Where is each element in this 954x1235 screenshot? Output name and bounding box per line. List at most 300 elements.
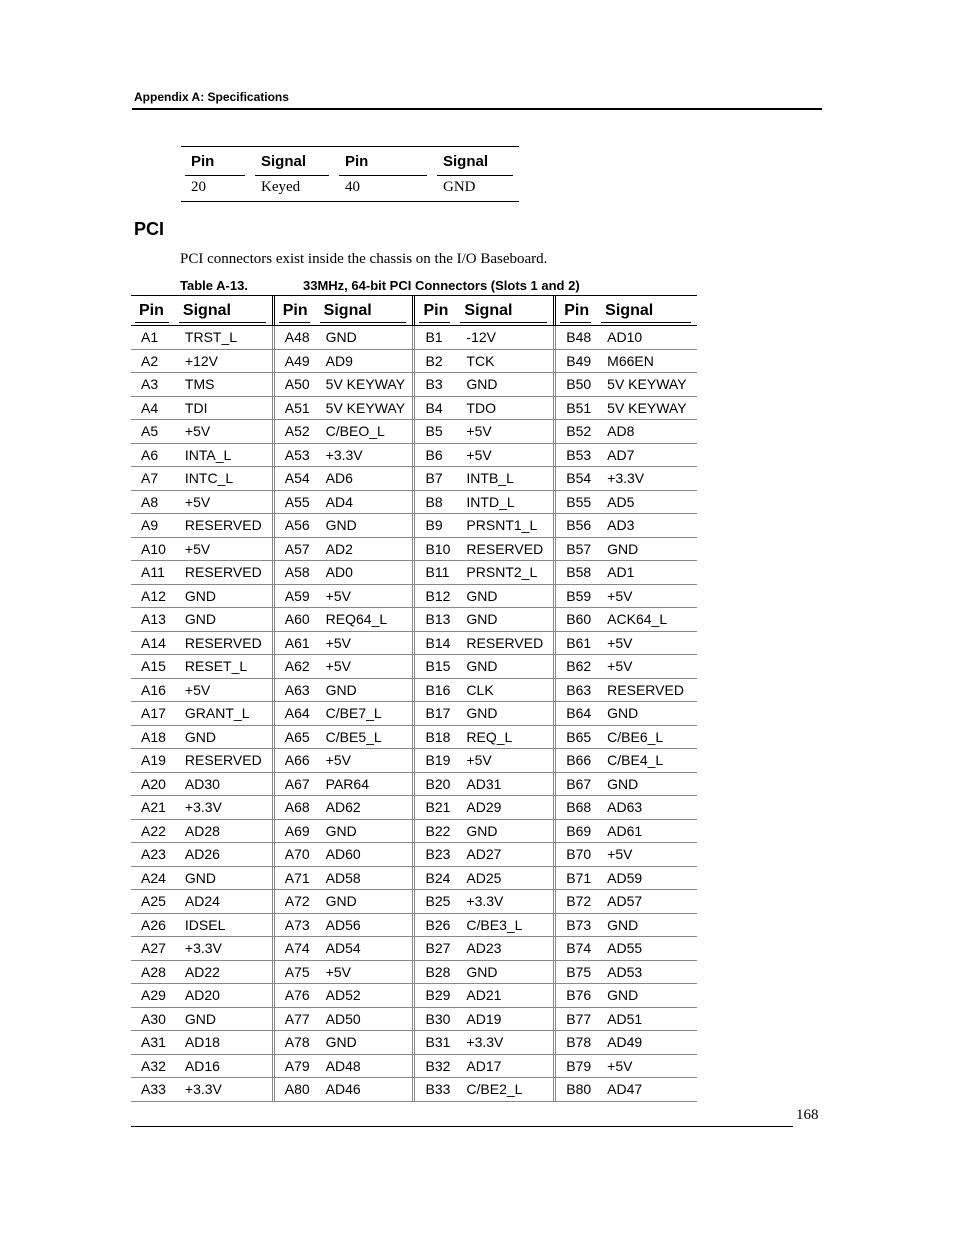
signal-cell: +3.3V: [607, 470, 645, 487]
pin-cell: A53: [272, 444, 316, 467]
running-header: Appendix A: Specifications: [134, 90, 289, 104]
pin-cell: A12: [141, 587, 166, 604]
signal-cell: AD1: [607, 564, 635, 581]
header-label: Signal: [323, 301, 372, 319]
pin-cell: A32: [141, 1057, 166, 1074]
signal-cell: +3.3V: [184, 1081, 222, 1098]
signal-cell: RESERVED: [184, 564, 262, 581]
caption-label: Table A-13.: [180, 278, 248, 293]
small-header-cell: [181, 151, 251, 170]
signal-cell: REQ64_L: [325, 611, 388, 628]
signal-cell: GND: [607, 540, 639, 557]
signal-cell: AD53: [607, 963, 643, 980]
pin-cell: A7: [141, 470, 159, 487]
pin-cell: A66: [272, 749, 316, 772]
pin-cell: A13: [141, 611, 166, 628]
signal-cell: +5V: [325, 752, 351, 769]
signal-cell: AD24: [184, 893, 220, 910]
signal-cell: AD20: [184, 987, 220, 1004]
pin-cell: B79: [553, 1055, 597, 1078]
pin-cell: A4: [141, 399, 159, 416]
signal-cell: +5V: [184, 493, 211, 510]
signal-cell: GND: [466, 611, 498, 628]
pin-cell: A1: [141, 329, 159, 346]
pin-cell: B70: [553, 843, 597, 866]
signal-cell: GND: [184, 587, 217, 604]
table-row: [131, 773, 697, 797]
pin-cell: A9: [141, 517, 159, 534]
pin-cell: B69: [553, 820, 597, 843]
signal-cell: GND: [184, 611, 217, 628]
small-cell: Keyed: [261, 178, 301, 195]
table-row: [131, 491, 697, 515]
signal-cell: C/BE2_L: [466, 1081, 523, 1098]
pin-cell: B30: [412, 1008, 456, 1031]
pin-cell: B15: [412, 655, 456, 678]
signal-cell: AD55: [607, 940, 643, 957]
small-header-cell: [433, 151, 519, 170]
signal-cell: GND: [466, 822, 498, 839]
header-label: Pin: [564, 301, 590, 319]
signal-cell: 5V KEYWAY: [325, 376, 406, 393]
pin-cell: B16: [412, 679, 456, 702]
pci-connector-table: [131, 295, 697, 1102]
pin-cell: A31: [141, 1034, 166, 1051]
signal-cell: AD52: [325, 987, 361, 1004]
pin-cell: A25: [141, 893, 166, 910]
table-row: [131, 514, 697, 538]
header-label: Signal: [182, 301, 231, 319]
pin-cell: B54: [553, 467, 597, 490]
signal-cell: RESERVED: [466, 634, 544, 651]
table-row: [131, 655, 697, 679]
signal-cell: RESERVED: [466, 540, 544, 557]
pin-cell: A63: [272, 679, 316, 702]
signal-cell: 5V KEYWAY: [607, 399, 687, 416]
signal-cell: AD31: [466, 775, 502, 792]
pin-cell: B4: [412, 397, 456, 420]
pin-cell: B10: [412, 538, 456, 561]
signal-cell: AD26: [184, 846, 220, 863]
signal-cell: AD59: [607, 869, 643, 886]
header-cell: [553, 296, 597, 325]
table-row: [131, 373, 697, 397]
pin-cell: B25: [412, 890, 456, 913]
pin-cell: B58: [553, 561, 597, 584]
pin-cell: A24: [141, 869, 166, 886]
signal-cell: PAR64: [325, 775, 369, 792]
signal-cell: AD2: [325, 540, 353, 557]
signal-cell: AD23: [466, 940, 502, 957]
signal-cell: C/BEO_L: [325, 423, 385, 440]
signal-cell: C/BE3_L: [466, 916, 523, 933]
pin-cell: B26: [412, 914, 456, 937]
signal-cell: +5V: [466, 446, 492, 463]
signal-cell: GND: [325, 681, 357, 698]
signal-cell: REQ_L: [466, 728, 513, 745]
pin-cell: A62: [272, 655, 316, 678]
pin-cell: A79: [272, 1055, 316, 1078]
pin-cell: A22: [141, 822, 166, 839]
pin-cell: B62: [553, 655, 597, 678]
pin-cell: A54: [272, 467, 316, 490]
signal-cell: GND: [325, 517, 357, 534]
pin-cell: A52: [272, 420, 316, 443]
signal-cell: AD27: [466, 846, 502, 863]
table-row: [131, 467, 697, 491]
signal-cell: AD21: [466, 987, 502, 1004]
pin-cell: A58: [272, 561, 316, 584]
signal-cell: GND: [466, 587, 498, 604]
signal-cell: AD50: [325, 1010, 361, 1027]
pin-cell: B49: [553, 350, 597, 373]
pin-cell: A60: [272, 608, 316, 631]
pin-cell: A6: [141, 446, 159, 463]
pin-cell: B9: [412, 514, 456, 537]
signal-cell: TDI: [184, 399, 208, 416]
signal-cell: AD0: [325, 564, 353, 581]
signal-cell: +3.3V: [466, 1034, 504, 1051]
signal-cell: GND: [325, 329, 357, 346]
header-cell: [131, 296, 175, 325]
pin-cell: B17: [412, 702, 456, 725]
pin-cell: A75: [272, 961, 316, 984]
signal-cell: +5V: [184, 423, 211, 440]
pin-cell: A5: [141, 423, 159, 440]
signal-cell: +3.3V: [184, 940, 222, 957]
signal-cell: INTA_L: [184, 446, 232, 463]
pin-cell: B19: [412, 749, 456, 772]
pin-cell: B61: [553, 632, 597, 655]
pin-cell: A80: [272, 1078, 316, 1101]
small-cell: GND: [443, 178, 476, 195]
header-label: Signal: [261, 152, 307, 170]
signal-cell: AD54: [325, 940, 361, 957]
signal-cell: +5V: [607, 1057, 633, 1074]
table-row: [131, 397, 697, 421]
signal-cell: GND: [607, 775, 639, 792]
header-cell: [316, 296, 413, 325]
pin-cell: B3: [412, 373, 456, 396]
signal-cell: AD47: [607, 1081, 643, 1098]
signal-cell: RESERVED: [184, 752, 262, 769]
signal-cell: C/BE4_L: [607, 752, 664, 769]
signal-cell: AD56: [325, 916, 361, 933]
signal-cell: TCK: [466, 352, 495, 369]
signal-cell: +5V: [184, 681, 211, 698]
table-row: [131, 820, 697, 844]
header-label: Signal: [443, 152, 489, 170]
pin-cell: B48: [553, 326, 597, 349]
signal-cell: AD63: [607, 799, 643, 816]
signal-cell: GND: [466, 963, 498, 980]
pin-cell: B63: [553, 679, 597, 702]
signal-cell: AD19: [466, 1010, 502, 1027]
signal-cell: AD4: [325, 493, 353, 510]
table-row: [131, 961, 697, 985]
pin-cell: A56: [272, 514, 316, 537]
signal-cell: C/BE6_L: [607, 728, 664, 745]
signal-cell: GND: [466, 705, 498, 722]
table-row: [131, 585, 697, 609]
pin-cell: B66: [553, 749, 597, 772]
pin-cell: A33: [141, 1081, 166, 1098]
pin-cell: B28: [412, 961, 456, 984]
signal-cell: +5V: [607, 587, 633, 604]
table-row: [131, 702, 697, 726]
table-row: [131, 350, 697, 374]
pin-cell: A19: [141, 752, 166, 769]
table-row: [131, 679, 697, 703]
signal-cell: AD10: [607, 329, 643, 346]
pin-cell: A28: [141, 963, 166, 980]
signal-cell: AD60: [325, 846, 361, 863]
pin-cell: A3: [141, 376, 159, 393]
pin-cell: B18: [412, 726, 456, 749]
table-row: [131, 726, 697, 750]
pin-cell: B14: [412, 632, 456, 655]
small-cell: 20: [191, 178, 206, 195]
signal-cell: +5V: [607, 658, 633, 675]
signal-cell: +3.3V: [184, 799, 222, 816]
pin-cell: B27: [412, 937, 456, 960]
pin-cell: A16: [141, 681, 166, 698]
table-row: [131, 632, 697, 656]
signal-cell: PRSNT2_L: [466, 564, 538, 581]
signal-cell: GND: [607, 987, 639, 1004]
signal-cell: AD3: [607, 517, 635, 534]
signal-cell: TDO: [466, 399, 496, 416]
signal-cell: +5V: [325, 963, 351, 980]
pin-cell: A57: [272, 538, 316, 561]
pin-cell: A49: [272, 350, 316, 373]
pin-cell: B31: [412, 1031, 456, 1054]
pin-cell: A17: [141, 705, 166, 722]
signal-cell: RESERVED: [607, 681, 684, 698]
pin-cell: A2: [141, 352, 159, 369]
pin-cell: B52: [553, 420, 597, 443]
table-row: [131, 538, 697, 562]
signal-cell: INTC_L: [184, 470, 234, 487]
signal-cell: AD48: [325, 1057, 361, 1074]
signal-cell: AD30: [184, 775, 220, 792]
signal-cell: -12V: [466, 329, 496, 346]
signal-cell: RESERVED: [184, 517, 262, 534]
signal-cell: GND: [184, 728, 217, 745]
table-row: [131, 890, 697, 914]
table-row: [131, 749, 697, 773]
signal-cell: M66EN: [607, 352, 654, 369]
pin-cell: B7: [412, 467, 456, 490]
header-cell: [412, 296, 456, 325]
table-row: [131, 984, 697, 1008]
signal-cell: +5V: [325, 587, 351, 604]
table-caption: [180, 278, 580, 293]
signal-cell: IDSEL: [184, 916, 226, 933]
intro-paragraph: PCI connectors exist inside the chassis on the I/O Baseboard.: [180, 251, 548, 267]
signal-cell: AD22: [184, 963, 220, 980]
signal-cell: AD17: [466, 1057, 502, 1074]
signal-cell: +5V: [607, 846, 633, 863]
table-row: [131, 561, 697, 585]
pin-cell: A67: [272, 773, 316, 796]
pin-cell: A15: [141, 658, 166, 675]
pin-cell: B65: [553, 726, 597, 749]
signal-cell: TMS: [184, 376, 215, 393]
signal-cell: +12V: [184, 352, 219, 369]
pin-cell: B20: [412, 773, 456, 796]
pin-cell: B8: [412, 491, 456, 514]
pin-cell: A21: [141, 799, 166, 816]
table-row: [131, 796, 697, 820]
small-header-cell: [335, 151, 433, 170]
signal-cell: AD62: [325, 799, 361, 816]
signal-cell: AD8: [607, 423, 635, 440]
table-row: [131, 420, 697, 444]
signal-cell: INTD_L: [466, 493, 515, 510]
pin-cell: B50: [553, 373, 597, 396]
signal-cell: RESERVED: [184, 634, 262, 651]
signal-cell: +5V: [466, 423, 492, 440]
signal-cell: 5V KEYWAY: [607, 376, 687, 393]
signal-cell: RESET_L: [184, 658, 248, 675]
signal-cell: GND: [325, 893, 357, 910]
header-label: Pin: [139, 301, 164, 319]
signal-cell: GND: [607, 705, 639, 722]
pin-cell: A55: [272, 491, 316, 514]
signal-cell: GND: [466, 658, 498, 675]
pin-cell: B55: [553, 491, 597, 514]
signal-cell: AD28: [184, 822, 220, 839]
pin-cell: A10: [141, 540, 166, 557]
header-label: Pin: [345, 152, 369, 170]
signal-cell: PRSNT1_L: [466, 517, 538, 534]
header-cell: [272, 296, 316, 325]
pin-cell: B73: [553, 914, 597, 937]
small-table-row: [181, 173, 519, 201]
pin-cell: A8: [141, 493, 159, 510]
pin-cell: A73: [272, 914, 316, 937]
signal-cell: C/BE7_L: [325, 705, 382, 722]
signal-cell: AD5: [607, 493, 635, 510]
pin-cell: B32: [412, 1055, 456, 1078]
pin-cell: B77: [553, 1008, 597, 1031]
pin-cell: A77: [272, 1008, 316, 1031]
section-heading: PCI: [134, 219, 165, 239]
pin-cell: B71: [553, 867, 597, 890]
table-row: [131, 843, 697, 867]
pin-cell: B51: [553, 397, 597, 420]
signal-cell: AD49: [607, 1034, 643, 1051]
header-cell: [175, 296, 272, 325]
pin-cell: B13: [412, 608, 456, 631]
header-label: Pin: [191, 152, 215, 170]
table-row: [131, 914, 697, 938]
pin-cell: B21: [412, 796, 456, 819]
pin-cell: A51: [272, 397, 316, 420]
pin-cell: A78: [272, 1031, 316, 1054]
pin-cell: B24: [412, 867, 456, 890]
small-header-cell: [251, 151, 335, 170]
signal-cell: GND: [607, 916, 639, 933]
pin-cell: B53: [553, 444, 597, 467]
pin-cell: B67: [553, 773, 597, 796]
pin-cell: A72: [272, 890, 316, 913]
small-table-header-row: [181, 147, 519, 173]
pin-cell: B6: [412, 444, 456, 467]
signal-cell: AD6: [325, 470, 353, 487]
pin-cell: A27: [141, 940, 166, 957]
signal-cell: GND: [466, 376, 498, 393]
signal-cell: AD16: [184, 1057, 220, 1074]
signal-cell: GND: [325, 822, 357, 839]
signal-cell: AD58: [325, 869, 361, 886]
pin-cell: B78: [553, 1031, 597, 1054]
header-label: Pin: [282, 301, 308, 319]
signal-cell: +5V: [607, 634, 633, 651]
signal-cell: AD9: [325, 352, 353, 369]
pin-cell: B1: [412, 326, 456, 349]
signal-cell: AD46: [325, 1081, 361, 1098]
pin-cell: A64: [272, 702, 316, 725]
header-cell: [456, 296, 553, 325]
signal-cell: AD51: [607, 1010, 643, 1027]
pin-cell: B76: [553, 984, 597, 1007]
pin-cell: A20: [141, 775, 166, 792]
signal-cell: AD18: [184, 1034, 220, 1051]
table-row: [131, 608, 697, 632]
pin-cell: A69: [272, 820, 316, 843]
signal-cell: CLK: [466, 681, 494, 698]
pin-cell: B75: [553, 961, 597, 984]
pin-cell: A65: [272, 726, 316, 749]
pin-cell: B12: [412, 585, 456, 608]
signal-cell: AD25: [466, 869, 502, 886]
pin-cell: A50: [272, 373, 316, 396]
small-pin-table: [181, 146, 519, 202]
pin-cell: A14: [141, 634, 166, 651]
header-label: Signal: [464, 301, 513, 319]
pin-cell: B29: [412, 984, 456, 1007]
signal-cell: +5V: [325, 658, 351, 675]
pin-cell: B72: [553, 890, 597, 913]
pin-cell: A30: [141, 1010, 166, 1027]
pin-cell: A61: [272, 632, 316, 655]
pin-cell: A29: [141, 987, 166, 1004]
signal-cell: TRST_L: [184, 329, 238, 346]
pin-cell: A68: [272, 796, 316, 819]
pin-cell: B80: [553, 1078, 597, 1101]
pin-cell: B2: [412, 350, 456, 373]
signal-cell: ACK64_L: [607, 611, 668, 628]
pin-cell: A26: [141, 916, 166, 933]
signal-cell: AD7: [607, 446, 635, 463]
table-row: [131, 937, 697, 961]
signal-cell: C/BE5_L: [325, 728, 382, 745]
pin-cell: B33: [412, 1078, 456, 1101]
pin-cell: A23: [141, 846, 166, 863]
table-row: [131, 867, 697, 891]
header-label: Signal: [605, 301, 654, 319]
header-label: Pin: [423, 301, 449, 319]
signal-cell: +5V: [325, 634, 351, 651]
pin-cell: A59: [272, 585, 316, 608]
signal-cell: +3.3V: [466, 893, 504, 910]
header-cell: [597, 296, 697, 325]
table-row: [131, 1031, 697, 1055]
pin-cell: B22: [412, 820, 456, 843]
pin-cell: A74: [272, 937, 316, 960]
